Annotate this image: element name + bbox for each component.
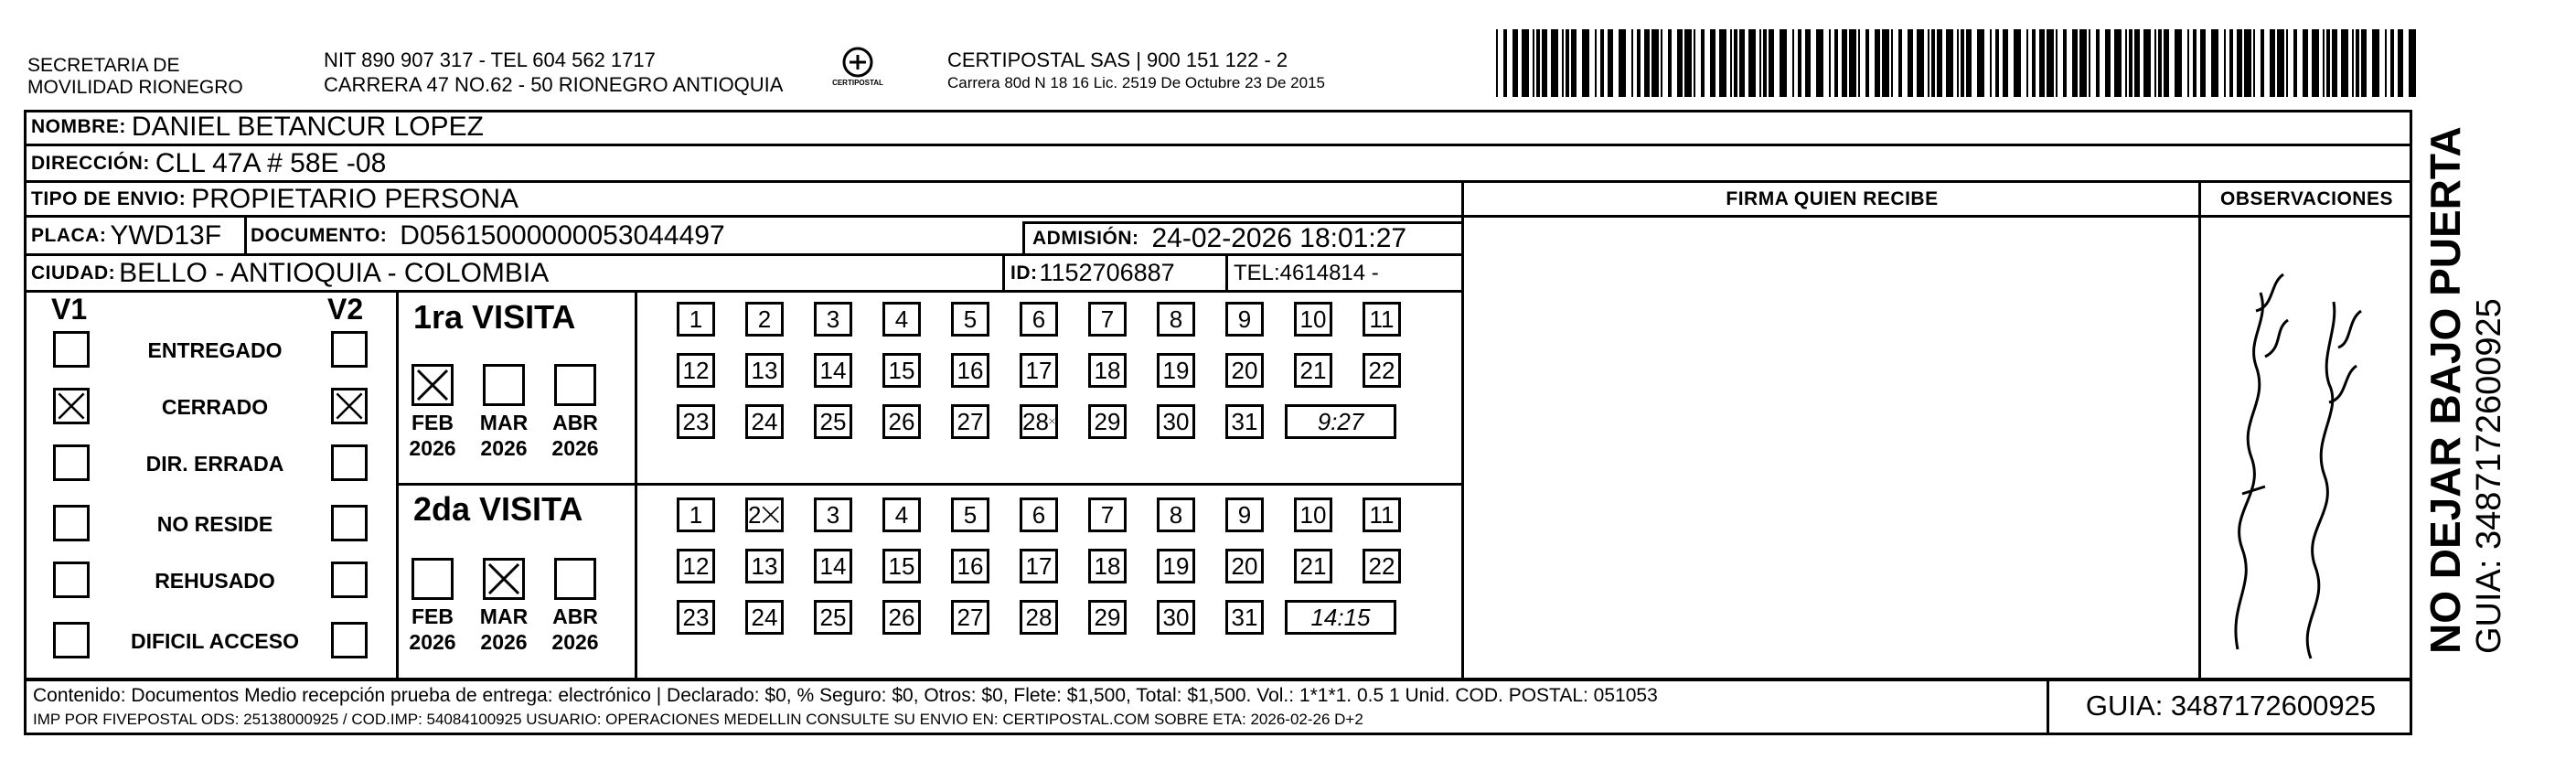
- second-visit-month-checkbox[interactable]: [554, 558, 596, 600]
- v1-checkbox[interactable]: [53, 331, 90, 368]
- month-name: MAR: [479, 411, 529, 434]
- barcode-bar: [2326, 29, 2330, 97]
- barcode-bar: [2244, 29, 2251, 97]
- barcode-bar: [2089, 29, 2090, 97]
- second-visit-day[interactable]: 6: [1020, 497, 1058, 532]
- second-visit-day[interactable]: 31: [1225, 600, 1264, 635]
- first-visit-day[interactable]: 8: [1157, 302, 1195, 337]
- barcode-bar: [1898, 29, 1902, 97]
- second-visit-day[interactable]: 21: [1294, 549, 1332, 583]
- admision-value: 24-02-2026 18:01:27: [1151, 223, 1407, 253]
- second-visit-month-checkbox[interactable]: [412, 558, 454, 600]
- month-year: 2026: [480, 436, 528, 460]
- barcode-bar: [1875, 29, 1880, 97]
- first-visit-day[interactable]: 22: [1363, 353, 1401, 388]
- admision-cell: [1022, 221, 1461, 253]
- barcode-bar: [1917, 29, 1924, 97]
- footer-contenido: Contenido: Documentos Medio recepción prueba de entrega: electrónico | Declarado: $0, % Seguro: $0, Otros: $0, Flete: $1,500, Total: $1,500. Vol.: 1*1*1. 0.5 1 Unid. COD. POSTAL: 051053: [33, 685, 1658, 706]
- barcode-bar: [2286, 29, 2288, 97]
- v1-label: V1: [51, 293, 88, 326]
- first-visit-day[interactable]: 23: [677, 404, 715, 439]
- barcode-bar: [2158, 29, 2162, 97]
- id-value: 1152706887: [1039, 259, 1175, 286]
- first-visit-day[interactable]: 20: [1225, 353, 1264, 388]
- ciudad-label: CIUDAD:: [31, 262, 116, 284]
- check-x-icon: [334, 390, 365, 422]
- first-visit-day[interactable]: 29: [1088, 404, 1127, 439]
- second-visit-day[interactable]: 12: [677, 549, 715, 583]
- barcode-bar: [1748, 29, 1756, 97]
- barcode-bar: [1798, 29, 1801, 97]
- second-visit-day[interactable]: 26: [882, 600, 921, 635]
- first-visit-day[interactable]: 5: [951, 302, 989, 337]
- barcode-bar: [1931, 29, 1935, 97]
- placa-label: PLACA:: [31, 224, 107, 246]
- first-visit-day[interactable]: 9: [1225, 302, 1264, 337]
- first-visit-day[interactable]: 21: [1294, 353, 1332, 388]
- barcode-bar: [1891, 29, 1893, 97]
- barcode-bar: [2224, 29, 2226, 97]
- barcode-bar: [2125, 29, 2127, 97]
- row-tipo: [24, 183, 1461, 218]
- first-visit-day[interactable]: 14: [814, 353, 852, 388]
- month-name: FEB: [412, 604, 454, 628]
- v1-checkbox[interactable]: [53, 622, 90, 658]
- nombre-value: DANIEL BETANCUR LOPEZ: [131, 111, 484, 142]
- first-visit-day[interactable]: 30: [1157, 404, 1195, 439]
- row-ciudad: [24, 256, 1461, 293]
- first-visit-day[interactable]: 24: [745, 404, 784, 439]
- barcode-bar: [2129, 29, 2132, 97]
- barcode-bar: [2303, 29, 2308, 97]
- barcode-bar: [2079, 29, 2087, 97]
- barcode-bar: [1816, 29, 1823, 97]
- second-visit-month-label: [401, 604, 465, 655]
- barcode-bar: [1533, 29, 1534, 97]
- footer-frame: [24, 679, 2412, 735]
- barcode-bar: [2200, 29, 2206, 97]
- barcode-bar: [2026, 29, 2028, 97]
- check-x-icon: [486, 561, 522, 597]
- row-nombre: [24, 110, 2412, 146]
- barcode-bar: [2237, 29, 2242, 97]
- barcode-bar: [2187, 29, 2189, 97]
- barcode-bar: [1522, 29, 1529, 97]
- second-visit-day[interactable]: 13: [745, 549, 784, 583]
- sender-line2: MOVILIDAD RIONEGRO: [27, 77, 243, 98]
- barcode-bar: [1631, 29, 1633, 97]
- row-placa: [24, 218, 1461, 256]
- first-visit-month-checkbox[interactable]: [483, 364, 525, 406]
- v1-checkbox[interactable]: [53, 505, 90, 541]
- barcode-bar: [1595, 29, 1597, 97]
- option-label: REHUSADO: [155, 569, 275, 593]
- second-visit-day[interactable]: 30: [1157, 600, 1195, 635]
- tel-value: TEL:4614814 -: [1234, 260, 1379, 285]
- month-name: FEB: [412, 411, 454, 434]
- first-visit-day[interactable]: 11: [1363, 302, 1401, 337]
- sender-line1: SECRETARIA DE: [27, 55, 180, 76]
- logo-icon: [830, 42, 885, 97]
- sender-block: [27, 55, 243, 99]
- barcode-bar: [1661, 29, 1662, 97]
- barcode-bar: [2229, 29, 2233, 97]
- second-visit-day[interactable]: 2: [745, 497, 784, 532]
- barcode-bar: [1694, 29, 1695, 97]
- first-visit-month-label: [401, 410, 465, 461]
- certipostal-block: [947, 48, 1325, 94]
- second-visit-day[interactable]: 4: [882, 497, 921, 532]
- barcode-bar: [1834, 29, 1838, 97]
- observaciones-header: [2201, 183, 2412, 218]
- option-label: CERRADO: [161, 395, 269, 419]
- company-address: CARRERA 47 NO.62 - 50 RIONEGRO ANTIOQUIA: [324, 73, 784, 96]
- v2-checkbox[interactable]: [331, 444, 368, 481]
- v1-checkbox[interactable]: [53, 562, 90, 598]
- first-visit-day[interactable]: 25: [814, 404, 852, 439]
- barcode-bar: [1651, 29, 1659, 97]
- tel-cell: [1225, 256, 1459, 290]
- barcode-bar: [2398, 29, 2403, 97]
- barcode-bar: [1882, 29, 1889, 97]
- first-visit-month-label: [543, 410, 607, 461]
- barcode-bar: [2039, 29, 2045, 97]
- barcode-bar: [1677, 29, 1683, 97]
- barcode-bar: [2193, 29, 2197, 97]
- barcode-bar: [1496, 29, 1498, 97]
- logo-text: CERTIPOSTAL: [832, 79, 883, 87]
- second-visit-day[interactable]: 24: [745, 600, 784, 635]
- tipo-value: PROPIETARIO PERSONA: [191, 183, 519, 214]
- barcode-bar: [2063, 29, 2067, 97]
- barcode-bar: [2096, 29, 2100, 97]
- barcode-bar: [2277, 29, 2284, 97]
- documento-value: D05615000000053044497: [400, 219, 725, 251]
- vertical-notice: [2421, 126, 2531, 654]
- second-visit-day[interactable]: 18: [1088, 549, 1127, 583]
- first-visit-day[interactable]: 17: [1020, 353, 1058, 388]
- barcode-bar: [2293, 29, 2297, 97]
- ciudad-cell: [24, 256, 549, 290]
- barcode-bar: [1966, 29, 1972, 97]
- first-visit-day[interactable]: 6: [1020, 302, 1058, 337]
- barcode-bar: [1928, 29, 1929, 97]
- barcode-bar: [1769, 29, 1774, 97]
- first-visit-day[interactable]: 26: [882, 404, 921, 439]
- first-visit-day[interactable]: 7: [1088, 302, 1127, 337]
- barcode-bar: [1957, 29, 1959, 97]
- month-name: MAR: [479, 604, 529, 628]
- second-visit-day[interactable]: 14: [814, 549, 852, 583]
- barcode-bar: [2372, 29, 2379, 97]
- v2-checkbox[interactable]: [331, 388, 368, 424]
- barcode-bar: [2105, 29, 2111, 97]
- barcode-bar: [2323, 29, 2325, 97]
- v1-checkbox[interactable]: [53, 388, 90, 424]
- barcode-bar: [1551, 29, 1558, 97]
- barcode-bar: [2341, 29, 2348, 97]
- second-visit-day[interactable]: 27: [951, 600, 989, 635]
- barcode-bar: [1582, 29, 1589, 97]
- second-visit-month-checkbox[interactable]: [483, 558, 525, 600]
- barcode-bar: [2361, 29, 2367, 97]
- barcode-bar: [2253, 29, 2255, 97]
- ciudad-value: BELLO - ANTIOQUIA - COLOMBIA: [119, 257, 550, 288]
- barcode-bar: [1849, 29, 1856, 97]
- barcode-bar: [1566, 29, 1569, 97]
- months-divider: [635, 293, 637, 679]
- barcode-bar: [1542, 29, 1547, 97]
- first-visit-time-box: 9:27: [1285, 404, 1396, 439]
- option-label: DIFICIL ACCESO: [130, 629, 299, 653]
- v2-checkbox[interactable]: [331, 562, 368, 598]
- barcode-bar: [1644, 29, 1650, 97]
- barcode-bar: [2134, 29, 2140, 97]
- barcode-bar: [2014, 29, 2021, 97]
- barcode-bar: [1730, 29, 1732, 97]
- first-visit-day[interactable]: 31: [1225, 404, 1264, 439]
- first-visit-month-checkbox[interactable]: [412, 364, 454, 406]
- barcode-bar: [1805, 29, 1811, 97]
- check-x-icon: [56, 390, 87, 422]
- month-year: 2026: [409, 630, 456, 654]
- barcode-bar: [1571, 29, 1577, 97]
- second-visit-day[interactable]: 11: [1363, 497, 1401, 532]
- barcode-bar: [2056, 29, 2058, 97]
- company-name-id: CERTIPOSTAL SAS | 900 151 122 - 2: [947, 48, 1288, 71]
- barcode-bar: [2352, 29, 2354, 97]
- v2-label: V2: [327, 293, 364, 326]
- handwritten-observations: [2201, 219, 2411, 677]
- barcode-bar: [1946, 29, 1953, 97]
- second-visit-day[interactable]: 28: [1020, 600, 1058, 635]
- vertical-guia: GUIA: 3487172600925: [2470, 298, 2508, 654]
- second-visit-day[interactable]: 1: [677, 497, 715, 532]
- v2-checkbox[interactable]: [331, 505, 368, 541]
- second-visit-day[interactable]: 19: [1157, 549, 1195, 583]
- barcode-bar: [1600, 29, 1604, 97]
- second-visit-month-label: [543, 604, 607, 655]
- barcode-bar: [2032, 29, 2036, 97]
- barcode-bar: [2312, 29, 2319, 97]
- barcode-bar: [2003, 29, 2008, 97]
- first-visit-month-checkbox[interactable]: [554, 364, 596, 406]
- second-visit-day[interactable]: 22: [1363, 549, 1401, 583]
- barcode-bar: [1739, 29, 1745, 97]
- company-nit-tel: NIT 890 907 317 - TEL 604 562 1717: [324, 48, 656, 71]
- documento-cell: [251, 218, 725, 253]
- visit-divider: [399, 483, 1461, 486]
- first-visit-day[interactable]: 4: [882, 302, 921, 337]
- id-cell: [1002, 256, 1224, 290]
- second-visit-time-box: 14:15: [1285, 600, 1396, 635]
- month-name: ABR: [552, 604, 598, 628]
- barcode-bar: [2114, 29, 2122, 97]
- month-year: 2026: [480, 630, 528, 654]
- footer-imp: IMP POR FIVEPOSTAL ODS: 25138000925 / COD.IMP: 54084100925 USUARIO: OPERACIONES MEDELLIN CONSULTE SU ENVIO EN: CERTIPOSTAL.COM SOBRE ETA: 2026-02-26 D+2: [33, 711, 1363, 728]
- firma-column: [1461, 183, 2200, 680]
- second-visit-day[interactable]: 20: [1225, 549, 1264, 583]
- month-year: 2026: [551, 436, 599, 460]
- option-label: DIR. ERRADA: [145, 452, 284, 476]
- barcode-bar: [1990, 29, 1992, 97]
- barcode-bar: [2154, 29, 2156, 97]
- barcode-bar: [1858, 29, 1860, 97]
- second-visit-day[interactable]: 17: [1020, 549, 1058, 583]
- barcode-bar: [1608, 29, 1613, 97]
- barcode-bar: [2072, 29, 2078, 97]
- first-visit-day[interactable]: 18: [1088, 353, 1127, 388]
- second-visit-day[interactable]: 7: [1088, 497, 1127, 532]
- check-x-icon: [1049, 418, 1055, 424]
- second-visit-day[interactable]: 10: [1294, 497, 1332, 532]
- barcode-bar: [1995, 29, 1999, 97]
- id-label: ID:: [1010, 262, 1038, 284]
- barcode-bar: [1937, 29, 1942, 97]
- barcode-bar: [2390, 29, 2394, 97]
- placa-cell: [24, 218, 247, 253]
- first-visit-day[interactable]: 3: [814, 302, 852, 337]
- barcode-bar: [1719, 29, 1726, 97]
- second-visit-day[interactable]: 16: [951, 549, 989, 583]
- barcode-bar: [1512, 29, 1518, 97]
- observaciones-column: [2198, 183, 2412, 680]
- v2-checkbox[interactable]: [331, 622, 368, 658]
- second-visit-day[interactable]: 9: [1225, 497, 1264, 532]
- barcode-bar: [2332, 29, 2337, 97]
- option-label: ENTREGADO: [147, 338, 283, 362]
- first-visit-title: 1ra VISITA: [413, 298, 576, 336]
- second-visit-day[interactable]: 8: [1157, 497, 1195, 532]
- barcode-bar: [1908, 29, 1913, 97]
- check-x-icon: [414, 367, 451, 403]
- row-direccion: [24, 146, 2412, 183]
- first-visit-day[interactable]: 12: [677, 353, 715, 388]
- barcode-bar: [2211, 29, 2218, 97]
- month-year: 2026: [409, 436, 456, 460]
- barcode-bar: [1619, 29, 1626, 97]
- barcode-bar: [1865, 29, 1869, 97]
- barcode-bar: [1763, 29, 1767, 97]
- second-visit-day[interactable]: 5: [951, 497, 989, 532]
- first-visit-day[interactable]: 1: [677, 302, 715, 337]
- barcode-bar: [1637, 29, 1641, 97]
- barcode-bar: [1710, 29, 1716, 97]
- barcode-bar: [2164, 29, 2169, 97]
- first-visit-day[interactable]: 28: [1020, 404, 1058, 439]
- first-visit-day[interactable]: 19: [1157, 353, 1195, 388]
- v1-checkbox[interactable]: [53, 444, 90, 481]
- barcode-bar: [1684, 29, 1692, 97]
- first-visit-day[interactable]: 2: [745, 302, 784, 337]
- barcode-bar: [1562, 29, 1564, 97]
- barcode-bar: [1759, 29, 1761, 97]
- tipo-label: TIPO DE ENVIO:: [31, 187, 187, 209]
- barcode-bar: [1842, 29, 1847, 97]
- barcode-bar: [1503, 29, 1507, 97]
- barcode-bar: [2175, 29, 2182, 97]
- first-visit-day[interactable]: 27: [951, 404, 989, 439]
- barcode-bar: [1734, 29, 1737, 97]
- vertical-no-dejar: NO DEJAR BAJO PUERTA: [2421, 126, 2469, 654]
- second-visit-day[interactable]: 23: [677, 600, 715, 635]
- footer-guia: GUIA: 3487172600925: [2085, 690, 2377, 722]
- first-visit-day[interactable]: 13: [745, 353, 784, 388]
- option-label: NO RESIDE: [156, 512, 273, 536]
- barcode-bar: [2261, 29, 2264, 97]
- barcode-bar: [2270, 29, 2275, 97]
- barcode: [1496, 29, 2429, 102]
- barcode-bar: [2143, 29, 2151, 97]
- first-visit-day[interactable]: 16: [951, 353, 989, 388]
- barcode-bar: [1961, 29, 1964, 97]
- barcode-bar: [2356, 29, 2359, 97]
- barcode-bar: [1780, 29, 1787, 97]
- barcode-bar: [2409, 29, 2416, 97]
- month-name: ABR: [552, 411, 598, 434]
- company-license: Carrera 80d N 18 16 Lic. 2519 De Octubre 23 De 2015: [947, 74, 1325, 91]
- direccion-value: CLL 47A # 58E -08: [155, 147, 387, 178]
- placa-value: YWD13F: [110, 219, 222, 251]
- barcode-bar: [1536, 29, 1540, 97]
- firma-label: FIRMA QUIEN RECIBE: [1726, 187, 1939, 209]
- second-visit-month-label: [472, 604, 536, 655]
- second-visit-day[interactable]: 25: [814, 600, 852, 635]
- direccion-label: DIRECCIÓN:: [31, 152, 150, 174]
- second-visit-day[interactable]: 29: [1088, 600, 1127, 635]
- barcode-bar: [2385, 29, 2387, 97]
- barcode-bar: [1668, 29, 1672, 97]
- barcode-bar: [1977, 29, 1984, 97]
- first-visit-day[interactable]: 10: [1294, 302, 1332, 337]
- observaciones-label: OBSERVACIONES: [2220, 187, 2393, 209]
- second-visit-day[interactable]: 3: [814, 497, 852, 532]
- first-visit-month-label: [472, 410, 536, 461]
- company-block: [324, 48, 783, 97]
- nombre-label: NOMBRE:: [31, 115, 126, 137]
- second-visit-day[interactable]: 15: [882, 549, 921, 583]
- check-x-icon: [761, 505, 781, 525]
- second-visit-title: 2da VISITA: [413, 490, 583, 528]
- barcode-bar: [1829, 29, 1831, 97]
- first-visit-day[interactable]: 15: [882, 353, 921, 388]
- v2-checkbox[interactable]: [331, 331, 368, 368]
- documento-label: DOCUMENTO:: [251, 224, 388, 246]
- barcode-bar: [1792, 29, 1794, 97]
- barcode-bar: [1701, 29, 1705, 97]
- firma-header: [1464, 183, 2200, 218]
- month-year: 2026: [551, 630, 599, 654]
- certipostal-logo: [830, 42, 885, 97]
- admision-label: ADMISIÓN:: [1032, 228, 1139, 249]
- barcode-bar: [2047, 29, 2054, 97]
